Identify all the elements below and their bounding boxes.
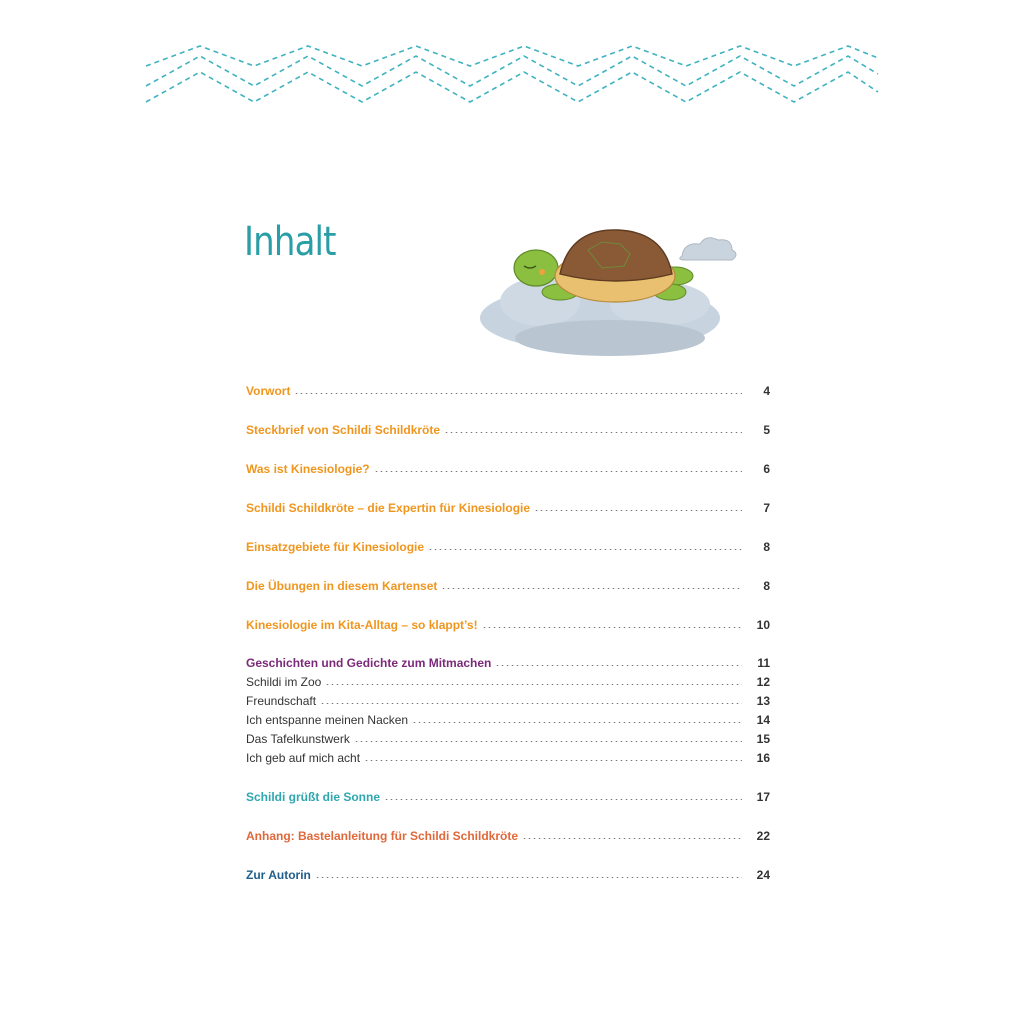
toc-page-number: 8 xyxy=(763,579,770,593)
toc-entry-label: Schildi grüßt die Sonne xyxy=(246,790,381,804)
toc-entry[interactable] xyxy=(246,618,770,632)
toc-entry-label: Zur Autorin xyxy=(246,868,311,882)
dot-leader xyxy=(428,549,742,550)
toc-page-number: 16 xyxy=(756,751,770,765)
table-of-contents xyxy=(246,384,770,882)
dot-leader xyxy=(384,799,742,800)
toc-subentry[interactable] xyxy=(246,694,770,708)
toc-page-number: 5 xyxy=(763,423,770,437)
toc-page-number: 22 xyxy=(756,829,770,843)
toc-entry[interactable] xyxy=(246,656,770,670)
toc-entry-label: Schildi Schildkröte – die Expertin für Kinesiologie xyxy=(246,501,531,515)
dot-leader xyxy=(412,722,742,723)
toc-entry-label: Vorwort xyxy=(246,384,291,398)
toc-page-number: 24 xyxy=(756,868,770,882)
dot-leader xyxy=(354,741,742,742)
toc-subentry[interactable] xyxy=(246,732,770,746)
toc-page-number: 12 xyxy=(756,675,770,689)
toc-page-number: 11 xyxy=(757,656,770,670)
toc-entry-label: Anhang: Bastelanleitung für Schildi Schildkröte xyxy=(246,829,519,843)
dot-leader xyxy=(320,703,742,704)
toc-page-number: 15 xyxy=(756,732,770,746)
dot-leader xyxy=(315,877,742,878)
toc-page-number: 7 xyxy=(763,501,770,515)
toc-entry-label: Ich entspanne meinen Nacken xyxy=(246,713,409,727)
toc-page-number: 14 xyxy=(756,713,770,727)
toc-entry-label: Schildi im Zoo xyxy=(246,675,322,689)
toc-page-number: 13 xyxy=(756,694,770,708)
toc-entry[interactable] xyxy=(246,829,770,843)
dot-leader xyxy=(482,627,742,628)
dot-leader xyxy=(325,684,742,685)
toc-page-number: 17 xyxy=(756,790,770,804)
sleeping-turtle-illustration xyxy=(470,220,760,370)
toc-subentry[interactable] xyxy=(246,675,770,689)
toc-entry[interactable] xyxy=(246,501,770,515)
toc-entry-label: Was ist Kinesiologie? xyxy=(246,462,370,476)
toc-entry[interactable] xyxy=(246,579,770,593)
dot-leader xyxy=(522,838,742,839)
toc-entry[interactable] xyxy=(246,423,770,437)
toc-entry-label: Die Übungen in diesem Kartenset xyxy=(246,579,438,593)
toc-entry[interactable] xyxy=(246,540,770,554)
dot-leader xyxy=(294,393,742,394)
toc-entry[interactable] xyxy=(246,462,770,476)
toc-entry-label: Steckbrief von Schildi Schildkröte xyxy=(246,423,441,437)
dot-leader xyxy=(441,588,742,589)
toc-subentry[interactable] xyxy=(246,751,770,765)
dot-leader xyxy=(374,471,742,472)
zigzag-border xyxy=(140,36,884,114)
toc-entry[interactable] xyxy=(246,384,770,398)
toc-entry-label: Kinesiologie im Kita-Alltag – so klappt’s! xyxy=(246,618,478,632)
toc-page-number: 4 xyxy=(763,384,770,398)
toc-entry-label: Das Tafelkunstwerk xyxy=(246,732,350,746)
toc-subentry[interactable] xyxy=(246,713,770,727)
toc-page-number: 10 xyxy=(756,618,770,632)
dot-leader xyxy=(534,510,742,511)
toc-page-number: 8 xyxy=(763,540,770,554)
toc-entry-label: Ich geb auf mich acht xyxy=(246,751,361,765)
toc-entry[interactable] xyxy=(246,868,770,882)
page-title: Inhalt xyxy=(244,219,336,265)
dot-leader xyxy=(364,760,742,761)
toc-entry[interactable] xyxy=(246,790,770,804)
toc-entry-label: Einsatzgebiete für Kinesiologie xyxy=(246,540,425,554)
dot-leader xyxy=(495,665,742,666)
toc-page-number: 6 xyxy=(763,462,770,476)
toc-entry-label: Geschichten und Gedichte zum Mitmachen xyxy=(246,656,492,670)
dot-leader xyxy=(444,432,742,433)
toc-entry-label: Freundschaft xyxy=(246,694,317,708)
